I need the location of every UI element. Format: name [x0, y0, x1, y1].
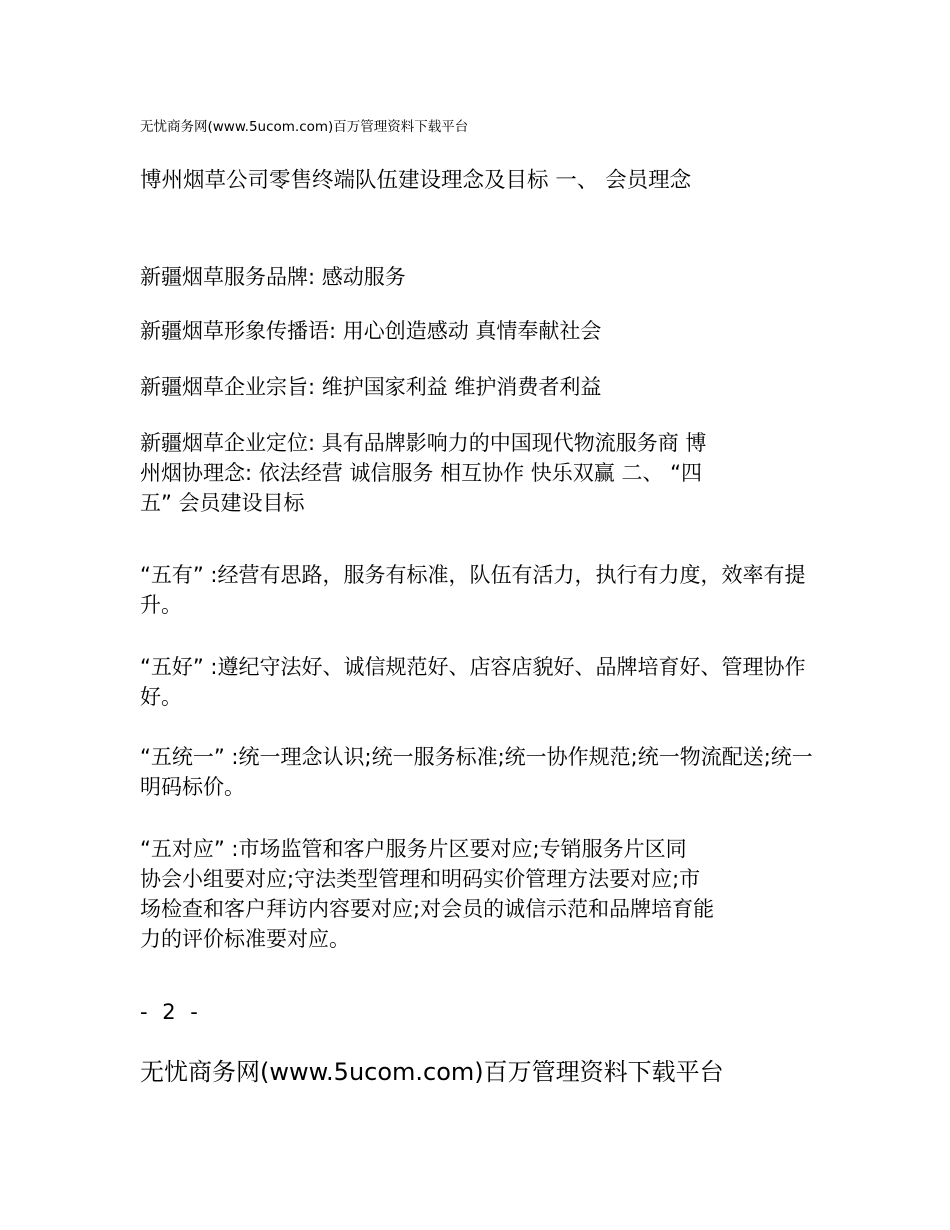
document-title: 博州烟草公司零售终端队伍建设理念及目标 一、 会员理念: [140, 168, 692, 193]
paragraph-purpose: 新疆烟草企业宗旨: 维护国家利益 维护消费者利益: [140, 375, 602, 399]
paragraph-five-unified: “五统一” :统一理念认识;统一服务标准;统一协作规范;统一物流配送;统一明码标价。: [140, 745, 813, 799]
paragraph-slogan: 新疆烟草形象传播语: 用心创造感动 真情奉献社会: [140, 319, 602, 343]
page-number: - 2 -: [140, 1000, 202, 1024]
paragraph-positioning: 新疆烟草企业定位: 具有品牌影响力的中国现代物流服务商 博 州烟协理念: 依法经营 诚信服务 相互协作 快乐双赢 二、 “四 五” 会员建设目标: [140, 431, 707, 515]
paragraph-five-goods: “五好” :遵纪守法好、诚信规范好、店容店貌好、品牌培育好、管理协作好。: [140, 655, 806, 709]
paragraph-service-brand: 新疆烟草服务品牌: 感动服务: [140, 265, 406, 289]
page-header: 无忧商务网(www.5ucom.com)百万管理资料下载平台: [140, 119, 469, 135]
paragraph-five-correspond: “五对应” :市场监管和客户服务片区要对应;专销服务片区同 协会小组要对应;守法类型管理和明码实价管理方法要对应;市 场检查和客户拜访内容要对应;对会员的诚信示范和品牌培育能 力的评价标准要对应。: [140, 837, 715, 951]
paragraph-five-haves: “五有” :经营有思路，服务有标准，队伍有活力，执行有力度，效率有提升。: [140, 563, 806, 617]
page-footer: 无忧商务网(www.5ucom.com)百万管理资料下载平台: [140, 1058, 724, 1086]
